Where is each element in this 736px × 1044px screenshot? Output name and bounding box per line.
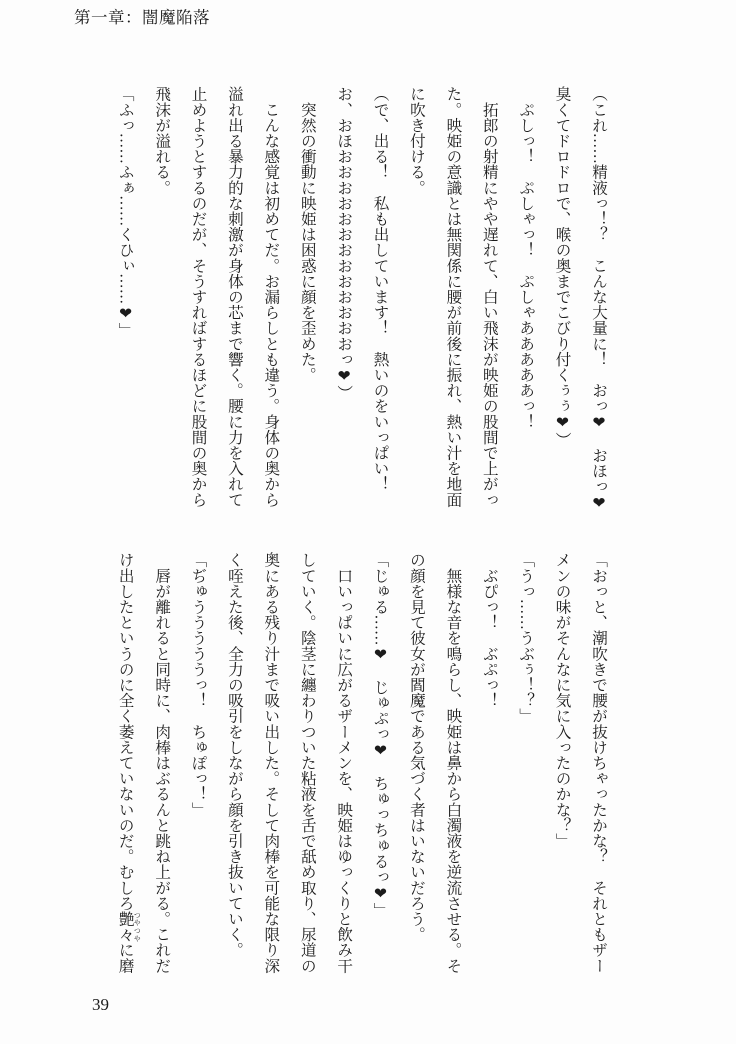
text-column: 口いっぱいに広がるザーメンを、映姫はゆっくりと飲み干 (335, 552, 353, 974)
running-header-chapter-title: 第一章：闇魔陥落 (74, 8, 210, 27)
text-column: ぷしっ！ ぷしゃっ！ ぷしゃあああああっ！ (517, 86, 535, 430)
text-column: 「おっと、潮吹きで腰が抜けちゃったかな？ それともザー (590, 552, 607, 974)
text-column: く咥えた後、全力の吸引をしながら顔を引き抜いていく。 (225, 552, 243, 958)
text-column: 溢れ出る暴力的な刺激が身体の芯まで響く。腰に力を入れて (225, 86, 243, 508)
text-column: 臭くてドロドロで、喉の奥までこびり付くぅぅ❤） (553, 86, 571, 448)
text-column: 拓郎の射精にやや遅れて、白い飛沫が映姫の股間で上がっ (480, 86, 498, 508)
text-segment: に磨 (116, 942, 134, 974)
text-column: （これ……精液っ！？ こんな大量に！ おっ❤ おほっ❤ (590, 86, 607, 512)
text-column: 「うっ……うぶぅ！？」 (517, 552, 535, 724)
text-column: 無様な音を鳴らし、映姫は鼻から白濁液を逆流させる。そ (444, 552, 462, 974)
text-column: こんな感覚は初めてだ。お漏らしとも違う。身体の奥から (262, 86, 280, 508)
text-column: 「ぢゅうううううっ！ ちゅぽっ！」 (189, 552, 207, 818)
upper-text-block (106, 86, 616, 512)
text-column: た。映姫の意識とは無関係に腰が前後に振れ、熱い汁を地面 (444, 86, 462, 508)
text-column: （で、出る！ 私も出しています！ 熱いのをいっぱい！ (371, 86, 389, 492)
ruby-base: 艶々 (116, 910, 134, 943)
text-segment: け出したというのに全く萎えていないのだ。むしろ (116, 552, 134, 911)
lower-text-block (106, 552, 616, 978)
text-column: 唇が離れると同時に、肉棒はぶるんと跳ね上がる。これだ (153, 552, 171, 974)
ruby-reading: つやつや (133, 910, 142, 942)
text-column: ぶぴっ！ ぶぷっ！ (480, 552, 498, 708)
ruby-annotation (116, 910, 142, 943)
text-column: お、おほおおおおおおおおおおおおおっ❤） (335, 86, 353, 401)
text-column: メンの味がそんなに気に入ったのかな？」 (553, 552, 571, 849)
text-column: 「じゅる……❤ じゅぷっ❤ ちゅっちゅるっ❤」 (371, 552, 389, 918)
text-column: 突然の衝動に映姫は困惑に顔を歪めた。 (298, 86, 316, 383)
page-number: 39 (92, 995, 109, 1014)
text-column: 奥にある残り汁まで吸い出した。そして肉棒を可能な限り深 (262, 552, 280, 974)
text-column: に吹き付ける。 (407, 86, 425, 196)
text-column: していく。陰茎に纏わりついた粘液を舌で舐め取り、尿道の (298, 552, 316, 974)
text-column-with-ruby (106, 552, 142, 978)
text-column: の顔を見て彼女が閻魔である気づく者はいないだろう。 (407, 552, 425, 942)
text-column: 「ふっ……ふぁ……くひぃ……❤」 (116, 86, 134, 338)
text-column: 止めようとするのだが、そうすればするほどに股間の奥から (189, 86, 207, 508)
text-column: 飛沫が溢れる。 (153, 86, 171, 196)
